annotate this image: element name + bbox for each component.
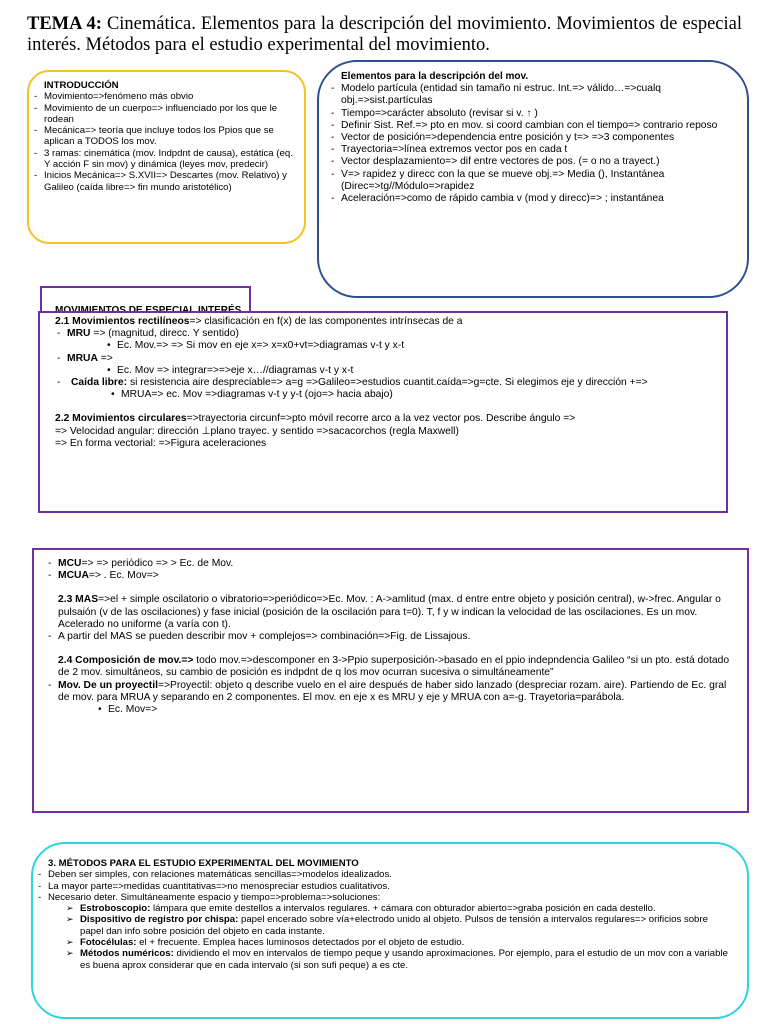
list-item <box>66 937 733 948</box>
special-heading: MOVIMIENTOS DE ESPECIAL INTERÉS <box>55 305 242 316</box>
list-item: - Modelo partícula (entidad sin tamaño ni estruc. Int.=> válido…=>cualq obj.=>sist.partículas <box>329 83 733 107</box>
mru-text: => (magnitud, direcc. Y sentido) <box>90 328 239 340</box>
list-item <box>66 948 733 971</box>
list-item: - 3 ramas: cinemática (mov. Indpdnt de causa), estática (eq. Y acción F sin mov) y dinámica (leyes mov, predecir) <box>32 148 294 171</box>
list-item <box>46 680 739 717</box>
section-22-title: 2.2 Movimientos circulares <box>55 413 187 425</box>
intro-box <box>27 70 306 244</box>
list-item: • MRUA=> ec. Mov =>diagramas v-t y y-t (ojo=> hacia abajo) <box>111 389 720 401</box>
list-item: - Vector de posición=>dependencia entre posición y t=> =>3 componentes <box>329 132 733 144</box>
section-23-title: 2.3 MAS <box>58 594 99 606</box>
methods-box <box>31 842 749 1019</box>
section-21-list <box>55 328 720 401</box>
mcua-text: => . Ec. Mov=> <box>88 570 159 582</box>
list-item <box>46 570 739 582</box>
section-24-list <box>46 680 739 717</box>
intro-heading: INTRODUCCIÓN <box>44 80 119 91</box>
list-item: - Mecánica=> teoría que incluye todos los Ppios que se aplican a TODOS los mov. <box>32 125 294 148</box>
list-item: - Tiempo=>carácter absoluto (revisar si v. ↑ ) <box>329 108 733 120</box>
mcua-label: MCUA <box>58 570 89 582</box>
list-item: - Movimiento=>fenómeno más obvio <box>32 91 294 102</box>
title-bold: TEMA 4: <box>27 14 102 34</box>
caida-label: Caída libre: <box>71 377 128 389</box>
list-item <box>46 558 739 570</box>
list-item: - Trayectoria=>línea extremos vector pos en cada t <box>329 144 733 156</box>
list-item: - La mayor parte=>medidas cuantitativas=>no menospreciar estudios cualitativos. <box>36 881 733 892</box>
list-item <box>66 914 733 937</box>
mcu-text: => => periódico => > Ec. de Mov. <box>81 558 234 569</box>
list-item <box>55 377 720 401</box>
list-item: - Deben ser simples, con relaciones matemáticas sencillas=>modelos idealizados. <box>36 869 733 880</box>
list-item: • Ec. Mov.=> => Si mov en eje x=> x=x0+vt=>diagramas v-t y x-t <box>107 340 720 352</box>
list-item: - Aceleración=>como de rápido cambia v (mod y direcc)=> ; instantánea <box>329 193 733 205</box>
mcu-label: MCU <box>58 558 82 569</box>
section-24-title: 2.4 Composición de mov.=> <box>58 655 194 667</box>
methods-sublist <box>66 903 733 971</box>
list-item: - V=> rapidez y direcc con la que se mueve obj.=> Media (), Instantánea (Direc=>tg//Módulo=>rapidez <box>329 169 733 193</box>
section-22-text: =>trayectoria circunf=>pto móvil recorre arco a la vez vector pos. Describe ángulo => <box>186 413 576 425</box>
section-23-list <box>46 631 739 643</box>
caida-sub <box>71 389 720 401</box>
section-21-text: => clasificación en f(x) de las componentes intrínsecas de a <box>189 316 463 327</box>
special-box <box>38 311 728 513</box>
list-item <box>55 328 720 352</box>
strobe-text: lámpara que emite destellos a intervalos regulares. + cámara con obturador abierto=>graba posición en cada destello. <box>150 903 656 915</box>
methods-list <box>36 869 733 903</box>
list-item: - Vector desplazamiento=> dif entre vectores de pos. (= o no a trayect.) <box>329 156 733 168</box>
continuation-box <box>32 548 749 813</box>
projectile-text: =>Proyectil: objeto q describe vuelo en el aire después de haber sido lanzado (despreciar rozam. aire). Partiendo de Ec. gral de mov. para MRUA y separando en 2 componentes. El mov. en eje x es MRU y eje y MRUA con a=-g. Trayetoria=parábola. <box>58 679 727 703</box>
photocell-label: Fotocélulas: <box>80 937 137 949</box>
list-item: • Ec. Mov=> <box>98 704 739 716</box>
section-21-title: 2.1 Movimientos rectilíneos <box>55 316 190 327</box>
section-23-text: =>el + simple oscilatorio o vibratorio=>periódico=>Ec. Mov. : A->amlitud (max. d entre entre objeto y posición central), w->frec. Angular o pulsaión (v de las oscilaciones) y fase inicial (posición de la oscilación para t=0). T, f y w indican la velocidad de las oscilaciones. Es un mov. Acelerado no uniforme (a varía con t). <box>58 594 721 630</box>
list-item: - A partir del MAS se pueden describir mov + complejos=> combinación=>Fig. de Lissajous. <box>46 631 739 643</box>
list-item <box>55 353 720 377</box>
numeric-label: Métodos numéricos: <box>80 948 174 960</box>
mrua-text: => <box>97 352 113 364</box>
caida-text: si resistencia aire despreciable=> a=g =>Galileo=>estudios cuantit.caída=>g=cte. Si elegimos eje y dirección +=> <box>127 377 648 389</box>
mrua-sub <box>67 365 720 377</box>
intro-list <box>32 91 294 193</box>
section-22-line2: => Velocidad angular: dirección ⊥plano trayec. y sentido =>sacacorchos (regla Maxwell) <box>55 425 459 437</box>
list-item: - Necesario deter. Simultáneamente espacio y tiempo=>problema=>soluciones: <box>36 892 733 903</box>
spark-label: Dispositivo de registro por chispa: <box>80 914 239 926</box>
photocell-text: el + frecuente. Emplea haces luminosos detectados por el objeto de estudio. <box>136 937 465 949</box>
section-22-line3: => En forma vectorial: =>Figura aceleraciones <box>55 437 267 449</box>
section-24-text: todo mov.=>descomponer en 3->Ppio superposición->basado en el ppio indepndencia Galileo “si un pto. está dotado de 2 mov. simultáneos, su cambio de posición es indpdnt de q los mov ocurran sucesiva o simultáneamente” <box>58 655 730 679</box>
projectile-sub <box>58 704 739 716</box>
elements-box <box>317 60 749 298</box>
mru-sub <box>67 340 720 352</box>
list-item: - Definir Sist. Ref.=> pto en mov. si coord cambian con el tiempo=> contrario reposo <box>329 120 733 132</box>
projectile-label: Mov. De un proyectil <box>58 679 158 691</box>
document-title <box>27 14 742 56</box>
list-item: - Movimiento de un cuerpo=> influenciado por los que le rodean <box>32 103 294 126</box>
strobe-label: Estroboscopio: <box>80 903 151 915</box>
special-heading-tab <box>40 286 251 316</box>
methods-heading: 3. MÉTODOS PARA EL ESTUDIO EXPERIMENTAL DEL MOVIMIENTO <box>48 858 359 869</box>
mrua-label: MRUA <box>67 352 98 364</box>
spark-text: papel encerado sobre vía+electrodo unido al objeto. Pulsos de tensión a intervalos regulares=> orificios sobre papel dan info sobre posición del objeto en cada instante. <box>80 914 708 937</box>
list-item: - Inicios Mecánica=> S.XVII=> Descartes (mov. Relativo) y Galileo (caída libre=> fin mundo aristotélico) <box>32 170 294 193</box>
elements-heading: Elementos para la descripción del mov. <box>341 71 529 82</box>
list-item: • Ec. Mov => integrar=>=>eje x…//diagramas v-t y x-t <box>107 365 720 377</box>
list-item <box>66 903 733 914</box>
numeric-text: dividiendo el mov en intervalos de tiempo peque y usando aproximaciones. Por ejemplo, para el estudio de un mov con a variable es buena aprox considerar que en cada intervalo (si son sufi peque) a es cte. <box>80 948 728 971</box>
title-text: Cinemática. Elementos para la descripción del movimiento. Movimientos de especial interés. Métodos para el estudio experimental del movimiento. <box>27 14 742 55</box>
elements-list <box>329 83 733 205</box>
circular-list <box>46 558 739 582</box>
mru-label: MRU <box>67 328 91 340</box>
